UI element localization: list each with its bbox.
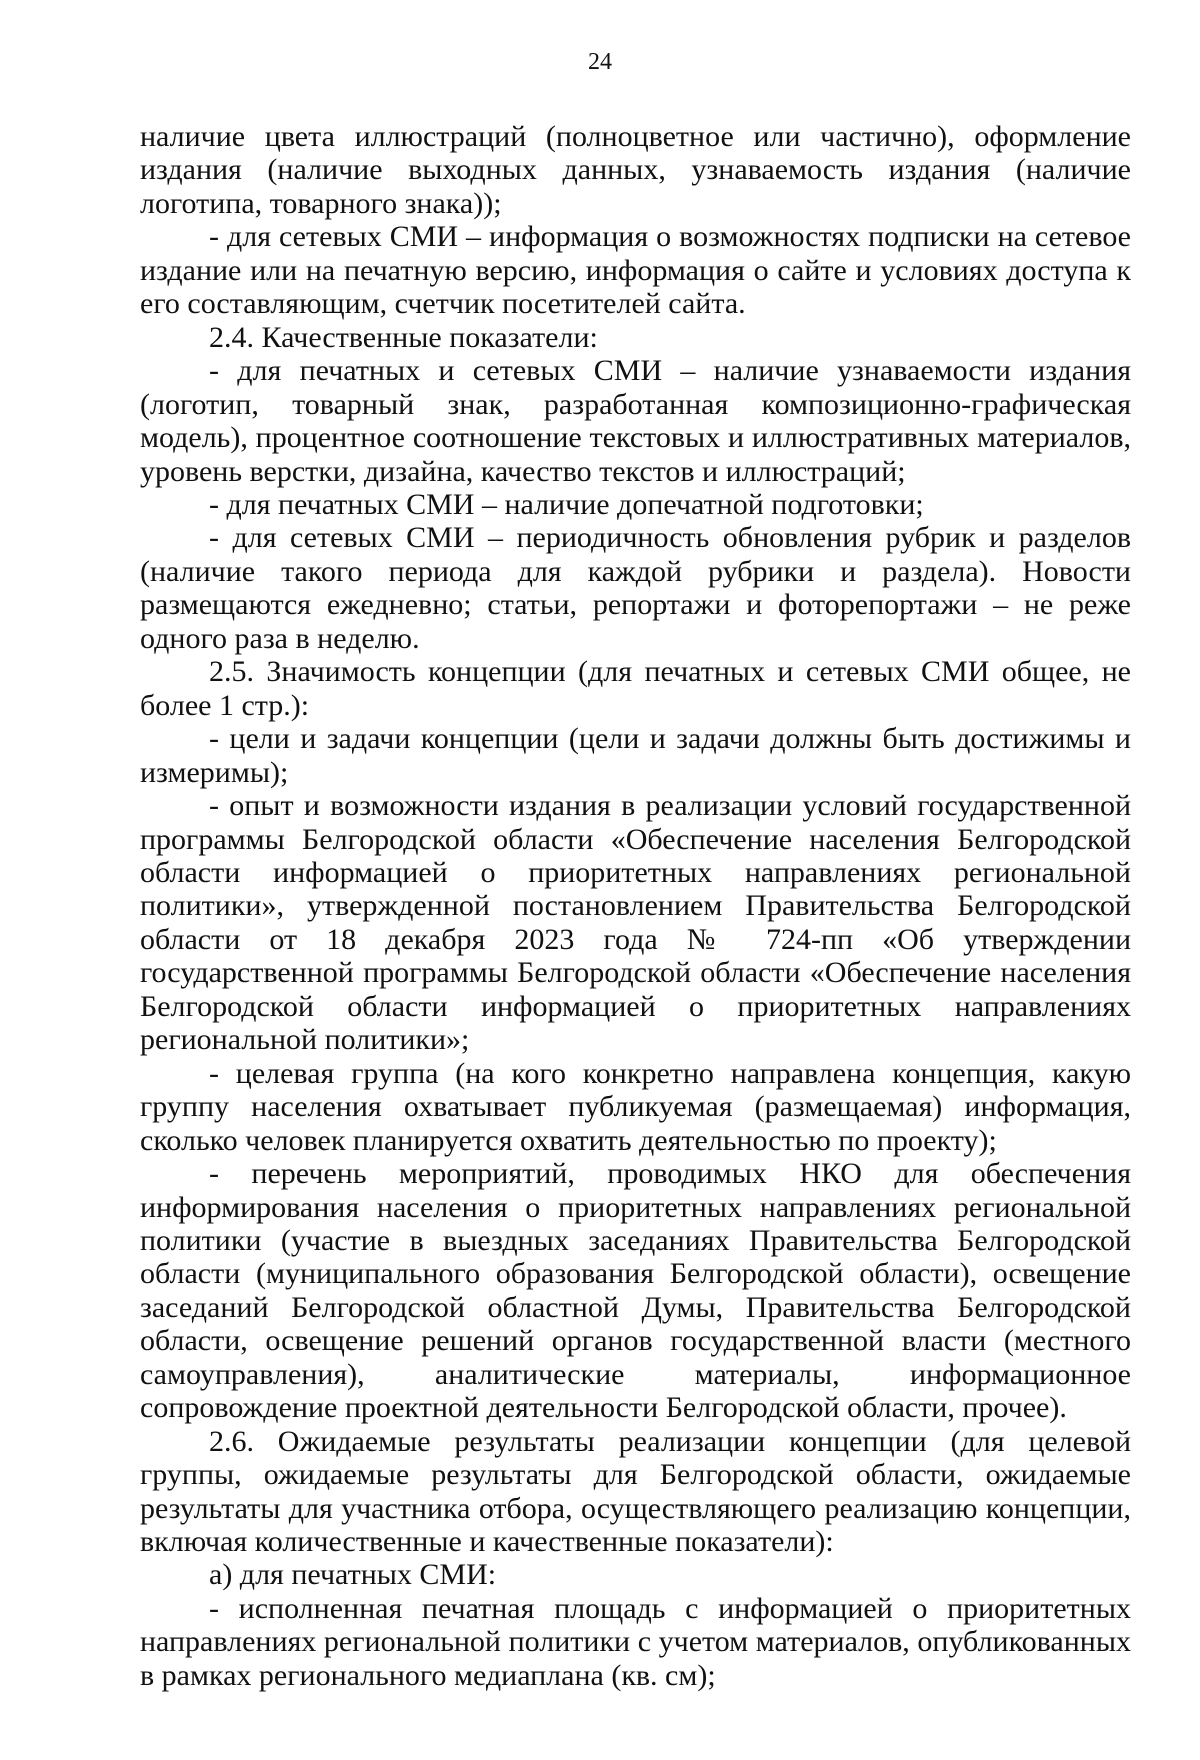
page-number: 24 — [588, 49, 612, 75]
paragraph-target-group: - целевая группа (на кого конкретно направлена концепция, какую группу населения охватывает публикуемая (размещаемая) информация, сколько человек планируется охватить деятельностью по проекту); — [140, 1056, 1131, 1157]
subheading-print-media: а) для печатных СМИ: — [209, 1558, 497, 1592]
paragraph-print-prepress: - для печатных СМИ – наличие допечатной подготовки; — [209, 487, 924, 521]
paragraph-network-media-subscription: - для сетевых СМИ – информация о возможностях подписки на сетевое издание или на печатную версию, информация о сайте и условиях доступа к его составляющим, счетчик посетителей сайта. — [140, 220, 1131, 321]
paragraph-print-network-recognition: - для печатных и сетевых СМИ – наличие узнаваемости издания (логотип, товарный знак, разработанная композиционно-графическая модель), процентное соотношение текстовых и иллюстративных материалов, уровень верстки, дизайна, качество текстов и иллюстраций; — [140, 354, 1131, 488]
section-heading-2-4: 2.4. Качественные показатели: — [209, 320, 598, 354]
section-heading-2-5: 2.5. Значимость концепции (для печатных и сетевых СМИ общее, не более 1 стр.): — [140, 655, 1131, 722]
section-heading-2-6: 2.6. Ожидаемые результаты реализации концепции (для целевой группы, ожидаемые результаты для Белгородской области, ожидаемые результаты для участника отбора, осуществляющего реализацию концепции, включая количественные и качественные показатели): — [140, 1424, 1131, 1559]
document-body — [140, 120, 1131, 1692]
paragraph-print-area: - исполненная печатная площадь с информацией о приоритетных направлениях региональной политики с учетом материалов, опубликованных в рамках регионального медиаплана (кв. см); — [140, 1591, 1131, 1692]
paragraph-events-list: - перечень мероприятий, проводимых НКО для обеспечения информирования населения о приоритетных направлениях региональной политики (участие в выездных заседаниях Правительства Белгородской области (муниципального образования Белгородской области), освещение заседаний Белгородской областной Думы, Правительства Белгородской области, освещение решений органов государственной власти (местного самоуправления), аналитические материалы, информационное сопровождение проектной деятельности Белгородской области, прочее). — [140, 1157, 1131, 1425]
paragraph-network-update-frequency: - для сетевых СМИ – периодичность обновления рубрик и разделов (наличие такого периода для каждой рубрики и раздела). Новости размещаются ежедневно; статьи, репортажи и фоторепортажи – не реже одного раза в неделю. — [140, 521, 1131, 655]
paragraph-continuation: наличие цвета иллюстраций (полноцветное или частично), оформление издания (наличие выходных данных, узнаваемость издания (наличие логотипа, товарного знака)); — [140, 120, 1131, 220]
paragraph-goals-tasks: - цели и задачи концепции (цели и задачи должны быть достижимы и измеримы); — [140, 722, 1131, 789]
paragraph-experience-program: - опыт и возможности издания в реализации условий государственной программы Белгородской области «Обеспечение населения Белгородской области информацией о приоритетных направлениях региональной политики», утвержденной постановлением Правительства Белгородской области от 18 декабря 2023 года № 724-пп «Об утверждении государственной программы Белгородской области «Обеспечение населения Белгородской области информацией о приоритетных направлениях региональной политики»; — [140, 789, 1131, 1057]
